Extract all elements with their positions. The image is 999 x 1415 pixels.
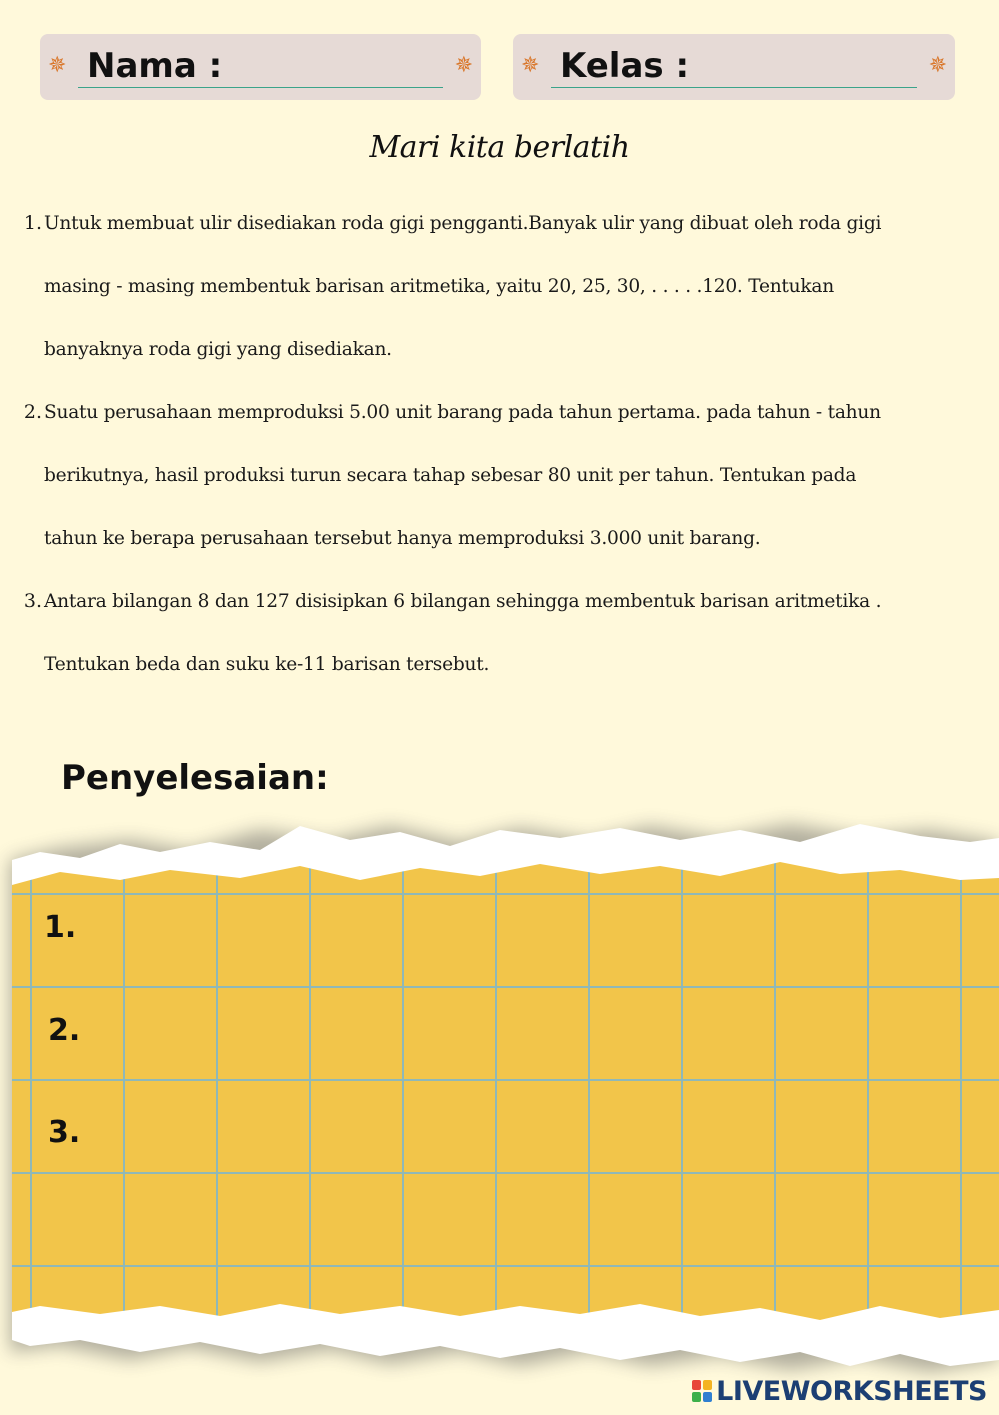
liveworksheets-logo-icon xyxy=(692,1380,712,1402)
torn-grid-paper xyxy=(0,800,999,1390)
kelas-label: Kelas : xyxy=(560,46,690,86)
star-icon: ✵ xyxy=(454,53,473,78)
question-text-line: masing - masing membentuk barisan aritmetika, yaitu 20, 25, 30, . . . . .120. Tentukan xyxy=(44,276,834,297)
answer-label-2: 2. xyxy=(48,1013,81,1048)
liveworksheets-logo-text: LIVEWORKSHEETS xyxy=(716,1375,987,1407)
solution-heading: Penyelesaian: xyxy=(61,758,329,798)
question-number: 1. xyxy=(23,212,42,234)
nama-input-line[interactable] xyxy=(78,87,443,88)
nama-field-box xyxy=(40,34,481,100)
question-text-line: Antara bilangan 8 dan 127 disisipkan 6 bilangan sehingga membentuk barisan aritmetika . xyxy=(44,591,882,612)
question-text-line: banyaknya roda gigi yang disediakan. xyxy=(44,339,392,360)
question-number: 3. xyxy=(23,590,42,612)
liveworksheets-logo xyxy=(692,1374,987,1408)
question-number: 2. xyxy=(23,401,42,423)
star-icon: ✵ xyxy=(521,53,540,78)
answer-label-1: 1. xyxy=(44,910,77,945)
worksheet-subtitle: Mari kita berlatih xyxy=(369,130,630,165)
star-icon: ✵ xyxy=(928,53,947,78)
question-text-line: Tentukan beda dan suku ke-11 barisan tersebut. xyxy=(44,654,490,675)
question-text-line: Suatu perusahaan memproduksi 5.00 unit barang pada tahun pertama. pada tahun - tahun xyxy=(44,402,881,423)
question-text-line: Untuk membuat ulir disediakan roda gigi pengganti.Banyak ulir yang dibuat oleh roda gigi xyxy=(44,213,882,234)
star-icon: ✵ xyxy=(48,53,67,78)
kelas-input-line[interactable] xyxy=(551,87,917,88)
answer-label-3: 3. xyxy=(48,1115,81,1150)
question-text-line: tahun ke berapa perusahaan tersebut hanya memproduksi 3.000 unit barang. xyxy=(44,528,761,549)
question-text-line: berikutnya, hasil produksi turun secara tahap sebesar 80 unit per tahun. Tentukan pada xyxy=(44,465,857,486)
kelas-field-box xyxy=(513,34,955,100)
nama-label: Nama : xyxy=(87,46,223,86)
